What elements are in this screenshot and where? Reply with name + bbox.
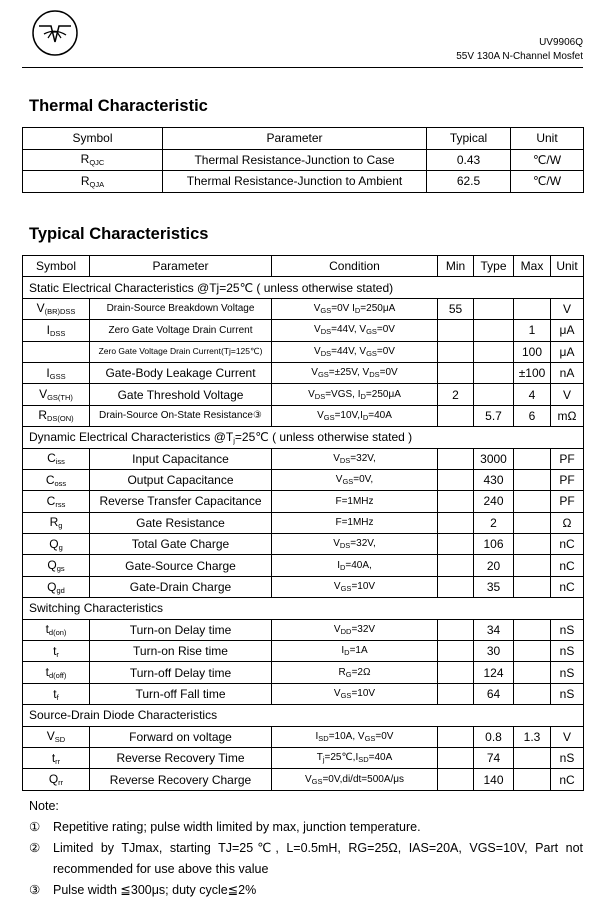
- parameter-cell: Thermal Resistance-Junction to Ambient: [163, 171, 427, 193]
- parameter-cell: Turn-off Fall time: [90, 683, 272, 704]
- parameter-cell: Drain-Source On-State Resistance③: [90, 405, 272, 426]
- part-number: UV9906Q: [539, 37, 583, 48]
- table-row: [23, 747, 584, 768]
- table-row: [23, 341, 584, 362]
- min-cell: [438, 341, 474, 362]
- max-cell: [514, 512, 551, 533]
- unit-cell: ℃/W: [511, 171, 584, 193]
- table-row: [23, 171, 584, 193]
- condition-cell: $I_{SD}=10A$, $V_{GS}=0V$: [272, 726, 438, 747]
- type-cell: 240: [474, 491, 514, 512]
- typical-cell: 0.43: [427, 149, 511, 171]
- parameter-cell: Turn-on Rise time: [90, 641, 272, 662]
- unit-cell: μA: [551, 320, 584, 341]
- condition-cell: $V_{GS}=0V$ $I_D=250\mu A$: [272, 298, 438, 319]
- symbol-cell: $C_{rss}$: [23, 491, 90, 512]
- min-cell: [438, 512, 474, 533]
- unit-cell: nC: [551, 769, 584, 790]
- symbol-cell: $V_{GS(TH)}$: [23, 384, 90, 405]
- table-row: [23, 362, 584, 383]
- condition-cell: $I_D=40A$,: [272, 555, 438, 576]
- unit-cell: V: [551, 298, 584, 319]
- condition-cell: $V_{GS}=10V$: [272, 576, 438, 597]
- parameter-cell: Reverse Recovery Charge: [90, 769, 272, 790]
- symbol-cell: $t_{d(off)}$: [23, 662, 90, 683]
- parameter-cell: Input Capacitance: [90, 448, 272, 469]
- col-header-symbol: Symbol: [23, 128, 163, 150]
- condition-cell: F=1MHz: [272, 491, 438, 512]
- unit-cell: PF: [551, 469, 584, 490]
- section-row: [23, 705, 584, 726]
- symbol-cell: $t_f$: [23, 683, 90, 704]
- type-cell: 34: [474, 619, 514, 640]
- table-row: [23, 405, 584, 426]
- min-cell: [438, 362, 474, 383]
- parameter-cell: Gate-Body Leakage Current: [90, 362, 272, 383]
- part-description: 55V 130A N-Channel Mosfet: [456, 51, 583, 62]
- max-cell: 4: [514, 384, 551, 405]
- parameter-cell: Output Capacitance: [90, 469, 272, 490]
- type-cell: 124: [474, 662, 514, 683]
- type-cell: 35: [474, 576, 514, 597]
- unit-cell: nC: [551, 534, 584, 555]
- symbol-cell: $I_{GSS}$: [23, 362, 90, 383]
- type-cell: [474, 320, 514, 341]
- notes-title: Note:: [29, 799, 59, 813]
- condition-cell: $I_D=1A$: [272, 641, 438, 662]
- type-cell: [474, 298, 514, 319]
- section-heading-switching: Switching Characteristics: [23, 598, 584, 619]
- condition-cell: $V_{DD}=32V$: [272, 619, 438, 640]
- type-cell: [474, 362, 514, 383]
- min-cell: [438, 747, 474, 768]
- parameter-cell: Total Gate Charge: [90, 534, 272, 555]
- unit-cell: nA: [551, 362, 584, 383]
- col-header-parameter: Parameter: [163, 128, 427, 150]
- condition-cell: $V_{GS}=10V,I_D=40A$: [272, 405, 438, 426]
- min-cell: [438, 320, 474, 341]
- table-row: [23, 726, 584, 747]
- unit-cell: μA: [551, 341, 584, 362]
- condition-cell: $V_{DS}=44V$, $V_{GS}=0V$: [272, 320, 438, 341]
- section-heading-static: Static Electrical Characteristics @Tj=25℃ ( unless otherwise stated): [23, 277, 584, 298]
- typical-cell: 62.5: [427, 171, 511, 193]
- min-cell: [438, 683, 474, 704]
- col-header-condition: Condition: [272, 256, 438, 277]
- notes-section: [29, 796, 583, 900]
- note-number: ①: [29, 820, 41, 834]
- parameter-cell: Zero Gate Voltage Drain Current(Tj=125℃): [90, 341, 272, 362]
- unit-cell: ℃/W: [511, 149, 584, 171]
- min-cell: [438, 576, 474, 597]
- note-item: [29, 880, 583, 900]
- col-header-symbol: Symbol: [23, 256, 90, 277]
- max-cell: 1.3: [514, 726, 551, 747]
- min-cell: [438, 469, 474, 490]
- condition-cell: $V_{DS}=VGS$, $I_D=250\mu A$: [272, 384, 438, 405]
- col-header-type: Type: [474, 256, 514, 277]
- min-cell: [438, 491, 474, 512]
- table-row: [23, 320, 584, 341]
- condition-cell: $V_{GS}=0V,di/dt=500A/\mu s$: [272, 769, 438, 790]
- unit-cell: V: [551, 726, 584, 747]
- table-row: [23, 555, 584, 576]
- type-cell: 0.8: [474, 726, 514, 747]
- parameter-cell: Turn-on Delay time: [90, 619, 272, 640]
- table-row: [23, 641, 584, 662]
- min-cell: [438, 619, 474, 640]
- type-cell: [474, 341, 514, 362]
- unit-cell: mΩ: [551, 405, 584, 426]
- note-text: Pulse width ≦300μs; duty cycle≦2%: [53, 883, 257, 897]
- max-cell: [514, 619, 551, 640]
- max-cell: [514, 469, 551, 490]
- table-row: [23, 298, 584, 319]
- parameter-cell: Forward on voltage: [90, 726, 272, 747]
- table-row: [23, 683, 584, 704]
- unit-cell: nS: [551, 683, 584, 704]
- condition-cell: $V_{DS}=32V$,: [272, 534, 438, 555]
- condition-cell: $V_{GS}=10V$: [272, 683, 438, 704]
- max-cell: 6: [514, 405, 551, 426]
- parameter-cell: Drain-Source Breakdown Voltage: [90, 298, 272, 319]
- max-cell: [514, 534, 551, 555]
- parameter-cell: Zero Gate Voltage Drain Current: [90, 320, 272, 341]
- col-header-max: Max: [514, 256, 551, 277]
- max-cell: [514, 298, 551, 319]
- max-cell: [514, 662, 551, 683]
- section-row: [23, 427, 584, 448]
- col-header-unit: Unit: [551, 256, 584, 277]
- max-cell: [514, 448, 551, 469]
- company-logo: [30, 8, 80, 58]
- section-heading-diode: Source-Drain Diode Characteristics: [23, 705, 584, 726]
- unit-cell: nS: [551, 662, 584, 683]
- min-cell: 55: [438, 298, 474, 319]
- thermal-title: Thermal Characteristic: [29, 97, 208, 115]
- unit-cell: nS: [551, 747, 584, 768]
- max-cell: [514, 576, 551, 597]
- table-row: [23, 491, 584, 512]
- type-cell: 106: [474, 534, 514, 555]
- symbol-cell: $R_g$: [23, 512, 90, 533]
- condition-cell: $V_{GS}=0V$,: [272, 469, 438, 490]
- section-row: [23, 598, 584, 619]
- condition-cell: $T_j=25℃,I_{SD}=40A$: [272, 747, 438, 768]
- symbol-cell: $Q_{rr}$: [23, 769, 90, 790]
- symbol-cell: [23, 341, 90, 362]
- symbol-cell: $R_{QJA}$: [23, 171, 163, 193]
- min-cell: [438, 555, 474, 576]
- symbol-cell: $V_{(BR)DSS}$: [23, 298, 90, 319]
- max-cell: 100: [514, 341, 551, 362]
- unit-cell: nS: [551, 619, 584, 640]
- type-cell: 5.7: [474, 405, 514, 426]
- min-cell: [438, 534, 474, 555]
- symbol-cell: $t_{d(on)}$: [23, 619, 90, 640]
- table-row: [23, 149, 584, 171]
- symbol-cell: $t_r$: [23, 641, 90, 662]
- max-cell: [514, 747, 551, 768]
- condition-cell: $V_{DS}=32V$,: [272, 448, 438, 469]
- condition-cell: $V_{GS}=\pm 25V$, $V_{DS}=0V$: [272, 362, 438, 383]
- section-heading-dynamic: Dynamic Electrical Characteristics $@T_j=25℃$ ( unless otherwise stated ): [23, 427, 584, 448]
- parameter-cell: Turn-off Delay time: [90, 662, 272, 683]
- unit-cell: PF: [551, 491, 584, 512]
- typical-title: Typical Characteristics: [29, 225, 209, 243]
- unit-cell: V: [551, 384, 584, 405]
- unit-cell: nS: [551, 641, 584, 662]
- table-row: [23, 769, 584, 790]
- condition-cell: $V_{DS}=44V$, $V_{GS}=0V$: [272, 341, 438, 362]
- min-cell: 2: [438, 384, 474, 405]
- max-cell: [514, 769, 551, 790]
- note-number: ②: [29, 841, 41, 855]
- min-cell: [438, 405, 474, 426]
- type-cell: 2: [474, 512, 514, 533]
- table-row: [23, 619, 584, 640]
- max-cell: [514, 555, 551, 576]
- parameter-cell: Reverse Recovery Time: [90, 747, 272, 768]
- unit-cell: PF: [551, 448, 584, 469]
- col-header-unit: Unit: [511, 128, 584, 150]
- min-cell: [438, 662, 474, 683]
- parameter-cell: Thermal Resistance-Junction to Case: [163, 149, 427, 171]
- note-text: Limited by TJmax, starting TJ=25℃, L=0.5mH, RG=25Ω, IAS=20A, VGS=10V, Part not recommended for use above this value: [53, 841, 583, 876]
- table-row: [23, 662, 584, 683]
- header-divider: [22, 67, 583, 68]
- type-cell: 64: [474, 683, 514, 704]
- note-item: [29, 817, 583, 838]
- table-row: [23, 384, 584, 405]
- note-text: Repetitive rating; pulse width limited by max, junction temperature.: [53, 820, 421, 834]
- max-cell: [514, 491, 551, 512]
- col-header-typical: Typical: [427, 128, 511, 150]
- unit-cell: nC: [551, 555, 584, 576]
- type-cell: [474, 384, 514, 405]
- thermal-header-row: [23, 128, 584, 150]
- symbol-cell: $Q_{gd}$: [23, 576, 90, 597]
- unit-cell: nC: [551, 576, 584, 597]
- symbol-cell: $V_{SD}$: [23, 726, 90, 747]
- table-row: [23, 576, 584, 597]
- typical-table: [22, 255, 584, 791]
- table-row: [23, 512, 584, 533]
- parameter-cell: Reverse Transfer Capacitance: [90, 491, 272, 512]
- type-cell: 140: [474, 769, 514, 790]
- typical-header-row: [23, 256, 584, 277]
- max-cell: [514, 683, 551, 704]
- type-cell: 30: [474, 641, 514, 662]
- symbol-cell: $R_{QJC}$: [23, 149, 163, 171]
- symbol-cell: $C_{iss}$: [23, 448, 90, 469]
- unit-cell: Ω: [551, 512, 584, 533]
- symbol-cell: $I_{DSS}$: [23, 320, 90, 341]
- max-cell: ±100: [514, 362, 551, 383]
- min-cell: [438, 769, 474, 790]
- type-cell: 3000: [474, 448, 514, 469]
- type-cell: 20: [474, 555, 514, 576]
- parameter-cell: Gate Threshold Voltage: [90, 384, 272, 405]
- symbol-cell: $C_{oss}$: [23, 469, 90, 490]
- parameter-cell: Gate-Source Charge: [90, 555, 272, 576]
- symbol-cell: $Q_g$: [23, 534, 90, 555]
- note-item: [29, 838, 583, 880]
- symbol-cell: $t_{rr}$: [23, 747, 90, 768]
- symbol-cell: $R_{DS(ON)}$: [23, 405, 90, 426]
- note-number: ③: [29, 883, 41, 897]
- min-cell: [438, 448, 474, 469]
- type-cell: 74: [474, 747, 514, 768]
- min-cell: [438, 726, 474, 747]
- condition-cell: $R_G=2\Omega$: [272, 662, 438, 683]
- condition-cell: F=1MHz: [272, 512, 438, 533]
- min-cell: [438, 641, 474, 662]
- table-row: [23, 448, 584, 469]
- parameter-cell: Gate Resistance: [90, 512, 272, 533]
- parameter-cell: Gate-Drain Charge: [90, 576, 272, 597]
- max-cell: [514, 641, 551, 662]
- type-cell: 430: [474, 469, 514, 490]
- col-header-parameter: Parameter: [90, 256, 272, 277]
- table-row: [23, 534, 584, 555]
- thermal-table: [22, 127, 584, 193]
- max-cell: 1: [514, 320, 551, 341]
- section-row: [23, 277, 584, 298]
- col-header-min: Min: [438, 256, 474, 277]
- symbol-cell: $Q_{gs}$: [23, 555, 90, 576]
- table-row: [23, 469, 584, 490]
